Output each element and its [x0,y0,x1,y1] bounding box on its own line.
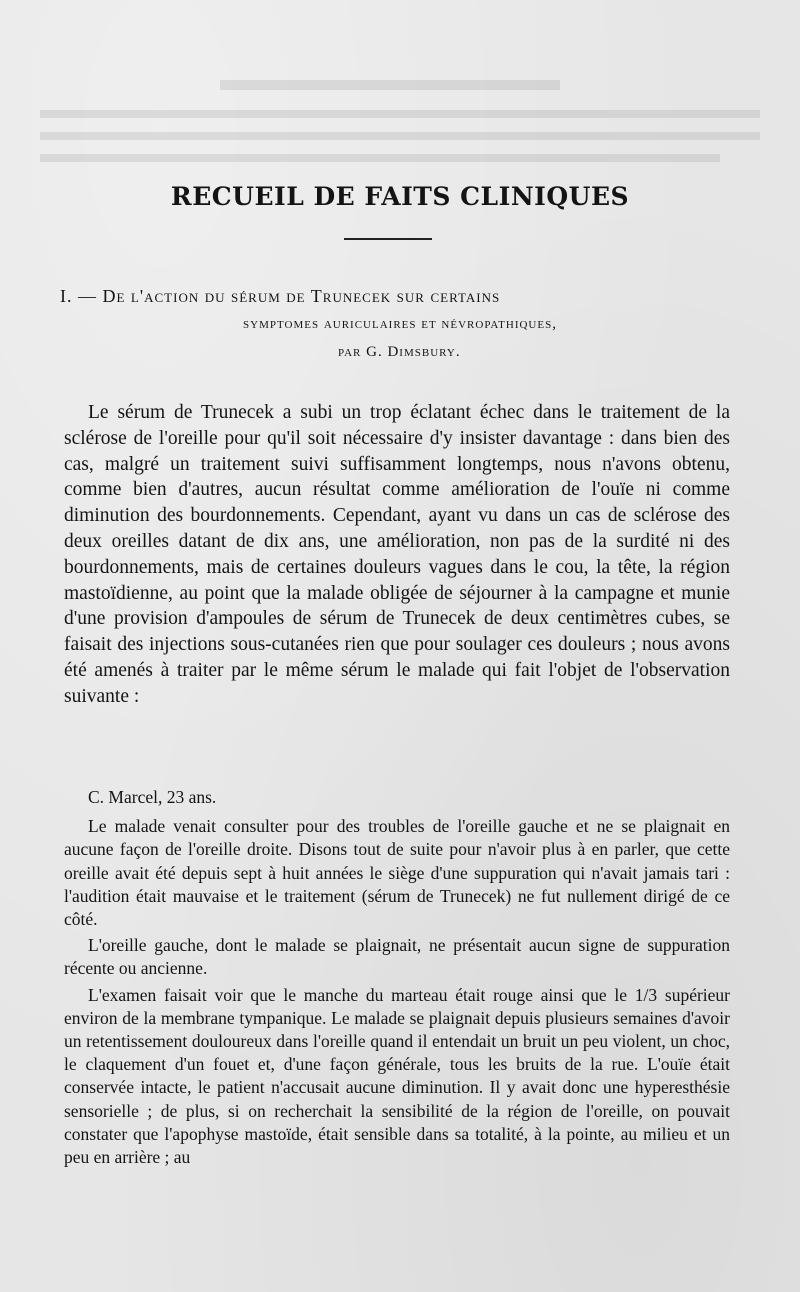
article-author: par G. Dimsbury. [338,344,461,360]
article-heading [60,282,740,366]
intro-paragraph: Le sérum de Trunecek a subi un trop éclatant échec dans le traitement de la sclérose de l'oreille pour qu'il soit nécessaire d'y insister davantage : dans bien des cas, malgré un traitement suivi suffisamment longtemps, nous n'avons obtenu, comme bien d'autres, aucun résultat comme amélioration de l'ouïe ni comme diminution des bourdonnements. Cependant, ayant vu dans un cas de sclérose des deux oreilles datant de dix ans, une amélioration, non pas de la surdité ni des bourdonnements, mais de certaines douleurs vagues dans le cou, la tête, la région mastoïdienne, au point que la malade obligée de séjourner à la campagne et munie d'une provision d'ampoules de sérum de Trunecek de deux centimètres cubes, se faisait des injections sous-cutanées rien que pour soulager ces douleurs ; nous avons été amenés à traiter par le même sérum le malade qui fait l'objet de l'observation suivante : [64,402,730,707]
title-divider [344,238,432,240]
intro-text [64,400,730,710]
observation-paragraph-3: L'examen faisait voir que le manche du marteau était rouge ainsi que le 1/3 supérieur environ de la membrane tympanique. Le malade se plaignait depuis plusieurs semaines d'avoir un retentissement douloureux dans l'oreille quand il entendait un bruit un peu violent, un choc, le claquement d'un fouet et, d'une façon générale, tous les bruits de la rue. L'ouïe était conservée intacte, le patient n'accusait aucune diminution. Il y avait donc une hyperesthésie sensorielle ; de plus, si on recherchait la sensibilité de la région de l'oreille, on pouvait constater que l'apophyse mastoïde, était sensible dans sa totalité, à la pointe, au milieu et un peu en arrière ; au [64,984,730,1168]
article-title-line-2: symptomes auriculaires et névropathiques, [243,316,557,332]
observation-paragraph-1: Le malade venait consulter pour des troubles de l'oreille gauche et ne se plaignait en aucune façon de l'oreille droite. Disons tout de suite pour n'avoir plus à en parler, que cette oreille avait été depuis sept à huit années le siège d'une suppuration qui n'avait jamais tari : l'audition était mauvaise et le traitement (sérum de Trunecek) ne fut nullement dirigé de ce côté. [64,816,730,930]
observation-section [64,786,730,1169]
article-title-line-1: I. — De l'action du sérum de Trunecek sur certains [60,286,501,306]
patient-line: C. Marcel, 23 ans. [88,787,217,807]
bleed-through-texture [40,70,760,190]
page-title: RECUEIL DE FAITS CLINIQUES [170,182,630,211]
observation-paragraph-2: L'oreille gauche, dont le malade se plaignait, ne présentait aucun signe de suppuration récente ou ancienne. [64,935,730,979]
